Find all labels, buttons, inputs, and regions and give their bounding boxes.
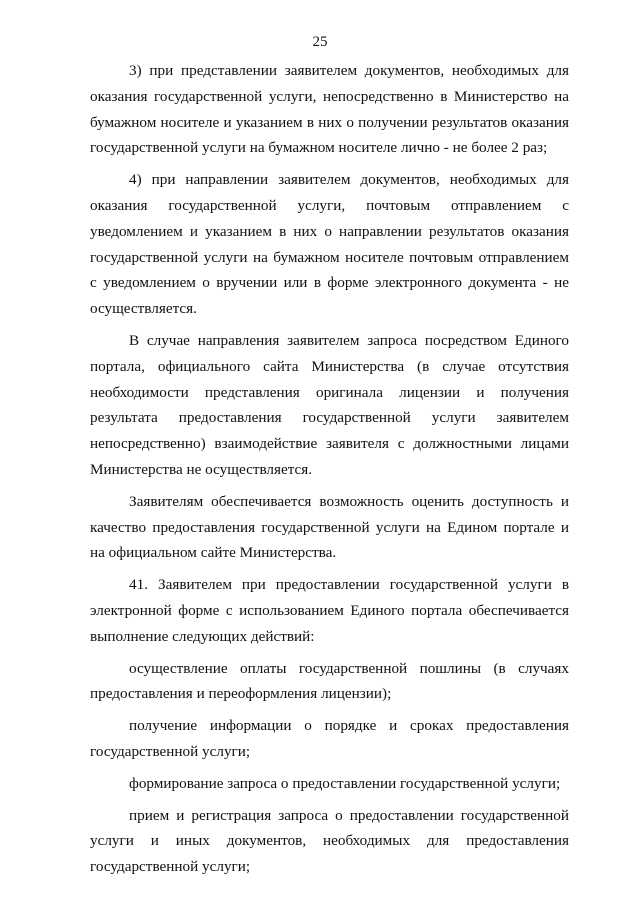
paragraph-section-41: 41. Заявителем при предоставлении государственной услуги в электронной форме с использованием Единого портала обеспечивается выполнение следующих действий: [90, 576, 569, 645]
paragraph-electronic-request: В случае направления заявителем запроса посредством Единого портала, официального сайта Министерства (в случае отсутствия необходимости представления оригинала лицензии и получения результата предоставления государственной услуги заявителем непосредственно) взаимодействие заявителя с должностными лицами Министерства не осуществляется. [90, 331, 569, 478]
list-item-request-registration: прием и регистрация запроса о предоставлении государственной услуги и иных документов, необходимых для предоставления государственной услуги; [90, 806, 569, 876]
paragraph-item-3: 3) при представлении заявителем документов, необходимых для оказания государственной услуги, непосредственно в Министерство на бумажном носителе и указанием в них о получении результатов оказания государственной услуги на бумажном носителе лично - не более 2 раз; [90, 62, 569, 157]
list-item-fee-payment: осуществление оплаты государственной пошлины (в случаях предоставления и переоформления лицензии); [90, 659, 569, 703]
document-body [90, 58, 569, 886]
page-number: 25 [312, 34, 328, 50]
list-item-request-forming: формирование запроса о предоставлении государственной услуги; [129, 774, 561, 792]
paragraph-quality-assessment: Заявителям обеспечивается возможность оценить доступность и качество предоставления государственной услуги на Едином портале и на официальном сайте Министерства. [90, 492, 569, 562]
paragraph-item-4: 4) при направлении заявителем документов, необходимых для оказания государственной услуги, почтовым отправлением с уведомлением и указанием в них о направлении результатов оказания государственной услуги на бумажном носителе почтовым отправлением с уведомлением о вручении или в форме электронного документа - не осуществляется. [90, 171, 569, 318]
list-item-information: получение информации о порядке и сроках предоставления государственной услуги; [90, 717, 569, 760]
